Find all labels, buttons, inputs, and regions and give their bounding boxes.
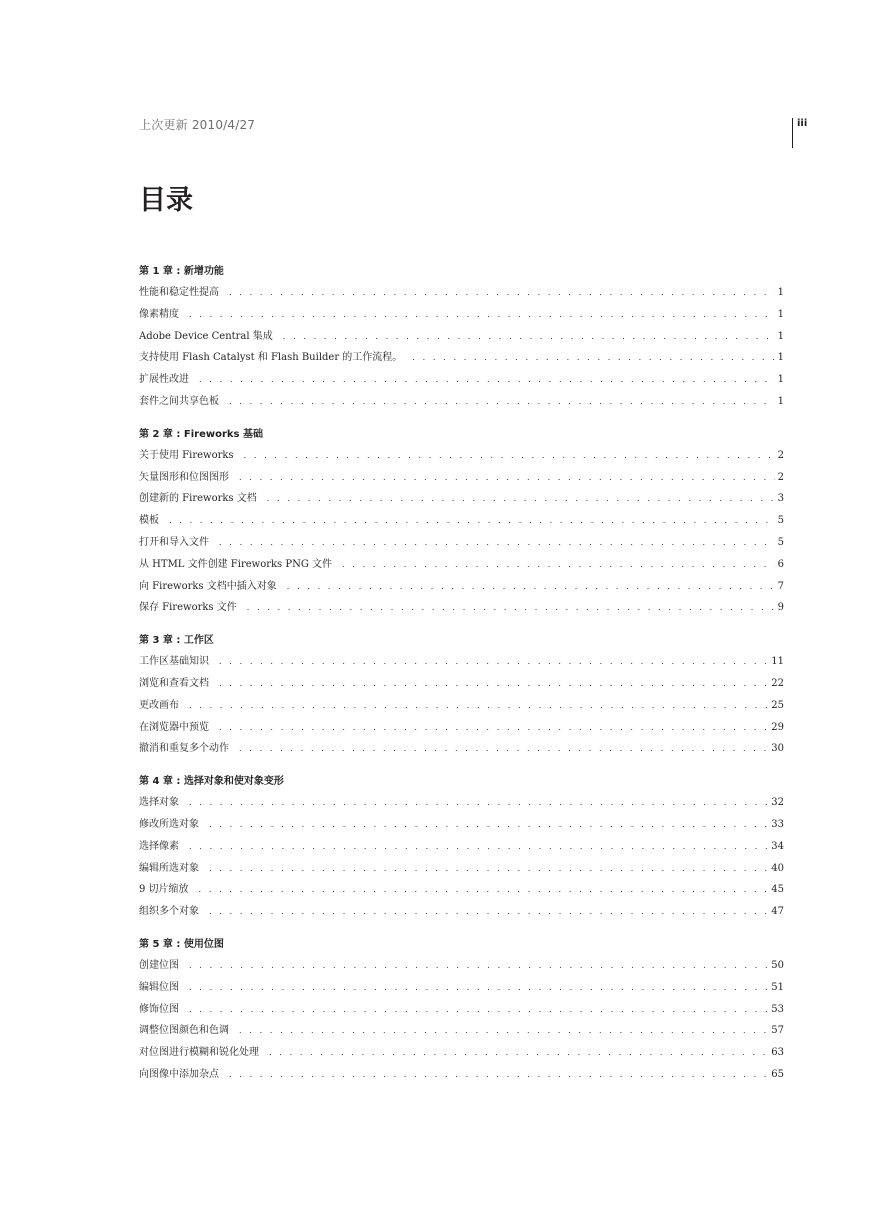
toc-entry-page-number[interactable]: 1 (777, 330, 784, 342)
chapter-heading[interactable]: 第 4 章 : 选择对象和使对象变形 (139, 776, 284, 788)
toc-entry-page-number[interactable]: 29 (771, 721, 784, 733)
toc-entry-page-number[interactable]: 63 (771, 1047, 784, 1059)
toc-entry-page-number[interactable]: 6 (777, 558, 784, 570)
toc-entry-page-number[interactable]: 1 (777, 352, 784, 364)
toc-entry[interactable] (139, 554, 784, 576)
toc-entry-label[interactable]: 修改所选对象 (139, 818, 199, 830)
toc-entry-label[interactable]: 修饰位图 (139, 1003, 179, 1015)
toc-entry[interactable] (139, 814, 784, 836)
toc-entry[interactable] (139, 1042, 784, 1064)
toc-entry-page-number[interactable]: 7 (777, 580, 784, 592)
chapter-heading[interactable]: 第 1 章 : 新增功能 (139, 266, 224, 277)
dot-leader (219, 532, 775, 554)
toc-entry[interactable] (139, 326, 784, 348)
dot-leader (412, 347, 774, 369)
dot-leader (199, 369, 775, 391)
toc-entry-page-number[interactable]: 22 (771, 677, 784, 689)
toc-chapter (139, 425, 784, 619)
toc-entry-page-number[interactable]: 45 (771, 884, 784, 896)
toc-entry-page-number[interactable]: 40 (771, 862, 784, 874)
toc-entry-page-number[interactable]: 50 (771, 959, 784, 971)
dot-leader (229, 391, 775, 413)
toc-entry-page-number[interactable]: 9 (777, 602, 784, 614)
toc-entry[interactable] (139, 738, 784, 760)
toc-entry[interactable] (139, 597, 784, 619)
toc-entry-page-number[interactable]: 5 (777, 515, 784, 527)
toc-entry-label[interactable]: 从 HTML 文件创建 Fireworks PNG 文件 (139, 558, 333, 570)
toc-entry-label[interactable]: 对位图进行模糊和锐化处理 (139, 1047, 259, 1059)
toc-entry[interactable] (139, 955, 784, 977)
dot-leader (239, 1020, 768, 1042)
dot-leader (267, 488, 775, 510)
dot-leader (342, 554, 775, 576)
toc-entry-label[interactable]: 撤消和重复多个动作 (139, 743, 229, 755)
dot-leader (269, 1042, 768, 1064)
toc-entry[interactable] (139, 999, 784, 1021)
dot-leader (189, 999, 768, 1021)
dot-leader (189, 836, 768, 858)
toc-entry[interactable] (139, 347, 784, 369)
toc-entry-page-number[interactable]: 34 (771, 840, 784, 852)
dot-leader (189, 304, 775, 326)
toc-entry-page-number[interactable]: 2 (777, 449, 784, 461)
chapter-heading[interactable]: 第 3 章 : 工作区 (139, 635, 214, 647)
toc-entry[interactable] (139, 717, 784, 739)
toc-entry-label[interactable]: 选择对象 (139, 797, 179, 809)
dot-leader (244, 445, 775, 467)
toc-entry-page-number[interactable]: 32 (771, 797, 784, 809)
page-title: 目录 (139, 185, 193, 216)
toc-entry-page-number[interactable]: 11 (771, 656, 784, 668)
dot-leader (219, 717, 768, 739)
toc-entry-label[interactable]: 创建位图 (139, 959, 179, 971)
toc-entry[interactable] (139, 901, 784, 923)
dot-leader (229, 282, 775, 304)
toc-entry[interactable] (139, 673, 784, 695)
toc-entry-label[interactable]: 编辑所选对象 (139, 862, 199, 874)
toc-entry[interactable] (139, 792, 784, 814)
toc-entry-page-number[interactable]: 2 (777, 471, 784, 483)
toc-entry-label[interactable]: 扩展性改进 (139, 374, 189, 386)
toc-entry-label[interactable]: 保存 Fireworks 文件 (139, 602, 237, 614)
dot-leader (189, 955, 768, 977)
toc-entry[interactable] (139, 369, 784, 391)
toc-entry-label[interactable]: 套件之间共享色板 (139, 395, 219, 407)
dot-leader (169, 510, 775, 532)
toc-entry-page-number[interactable]: 51 (771, 981, 784, 993)
dot-leader (219, 651, 768, 673)
toc-entry[interactable] (139, 695, 784, 717)
toc-entry-label[interactable]: 调整位图颜色和色调 (139, 1025, 229, 1037)
toc-entry[interactable] (139, 836, 784, 858)
toc-chapter (139, 935, 784, 1086)
toc-entry-label[interactable]: 创建新的 Fireworks 文档 (139, 493, 257, 505)
toc-entry[interactable] (139, 488, 784, 510)
toc-entry-label[interactable]: 选择像素 (139, 840, 179, 852)
toc-entry-label[interactable]: 关于使用 Fireworks (139, 449, 234, 461)
dot-leader (239, 738, 768, 760)
toc-entry[interactable] (139, 532, 784, 554)
toc-entry-label[interactable]: 性能和稳定性提高 (139, 287, 219, 298)
toc-entry-page-number[interactable]: 25 (771, 699, 784, 711)
toc-entry[interactable] (139, 1064, 784, 1086)
chapter-heading[interactable]: 第 5 章 : 使用位图 (139, 938, 224, 950)
dot-leader (287, 576, 775, 598)
toc-entry-page-number[interactable]: 33 (771, 818, 784, 830)
toc-entry-label[interactable]: 更改画布 (139, 699, 179, 711)
toc-chapter (139, 772, 784, 923)
table-of-contents (139, 262, 784, 1098)
toc-entry[interactable] (139, 304, 784, 326)
toc-entry[interactable] (139, 467, 784, 489)
toc-entry-page-number[interactable]: 30 (771, 743, 784, 755)
dot-leader (189, 695, 768, 717)
dot-leader (189, 977, 768, 999)
toc-entry[interactable] (139, 576, 784, 598)
toc-chapter (139, 262, 784, 413)
toc-entry-label[interactable]: 像素精度 (139, 308, 179, 320)
toc-entry-label[interactable]: 组织多个对象 (139, 906, 199, 918)
toc-entry-page-number[interactable]: 5 (777, 536, 784, 548)
toc-entry-label[interactable]: 编辑位图 (139, 981, 179, 993)
toc-entry-label[interactable]: 矢量图形和位图图形 (139, 471, 229, 483)
toc-entry-label[interactable]: 工作区基础知识 (139, 656, 209, 668)
toc-entry-label[interactable]: 模板 (139, 515, 159, 527)
toc-entry[interactable] (139, 879, 784, 901)
toc-entry[interactable] (139, 858, 784, 880)
dot-leader (219, 673, 768, 695)
toc-entry-page-number[interactable]: 1 (777, 395, 784, 407)
toc-entry-page-number[interactable]: 57 (771, 1025, 784, 1037)
toc-chapter (139, 631, 784, 760)
dot-leader (199, 879, 769, 901)
toc-entry-page-number[interactable]: 47 (771, 906, 784, 918)
toc-entry[interactable] (139, 651, 784, 673)
toc-entry-page-number[interactable]: 1 (777, 374, 784, 386)
toc-entry-page-number[interactable]: 53 (771, 1003, 784, 1015)
toc-entry-label[interactable]: 浏览和查看文档 (139, 677, 209, 689)
page-number: iii (797, 118, 808, 129)
toc-entry[interactable] (139, 282, 784, 304)
chapter-heading[interactable]: 第 2 章 : Fireworks 基础 (139, 428, 263, 440)
toc-entry-label[interactable]: 9 切片缩放 (139, 884, 189, 896)
header-rule (792, 118, 793, 148)
toc-entry-page-number[interactable]: 65 (771, 1068, 784, 1080)
dot-leader (239, 467, 775, 489)
toc-entry-page-number[interactable]: 3 (777, 493, 784, 505)
toc-entry-label[interactable]: 向 Fireworks 文档中插入对象 (139, 580, 277, 592)
dot-leader (209, 901, 768, 923)
toc-entry-label[interactable]: 在浏览器中预览 (139, 721, 209, 733)
toc-entry-label[interactable]: 支持使用 Flash Catalyst 和 Flash Builder 的工作流程。 (139, 352, 403, 364)
toc-entry-label[interactable]: Adobe Device Central 集成 (139, 330, 273, 342)
toc-entry[interactable] (139, 391, 784, 413)
toc-entry-page-number[interactable]: 1 (777, 308, 784, 320)
toc-entry[interactable] (139, 1020, 784, 1042)
toc-entry[interactable] (139, 445, 784, 467)
last-updated-date: 上次更新 2010/4/27 (139, 118, 256, 132)
toc-entry-label[interactable]: 打开和导入文件 (139, 536, 209, 548)
toc-entry[interactable] (139, 510, 784, 532)
toc-entry-page-number[interactable]: 1 (777, 287, 784, 298)
dot-leader (247, 597, 775, 619)
dot-leader (209, 814, 768, 836)
toc-entry-label[interactable]: 向图像中添加杂点 (139, 1068, 219, 1080)
dot-leader (283, 326, 775, 348)
dot-leader (229, 1064, 768, 1086)
dot-leader (209, 858, 768, 880)
toc-entry[interactable] (139, 977, 784, 999)
dot-leader (189, 792, 768, 814)
